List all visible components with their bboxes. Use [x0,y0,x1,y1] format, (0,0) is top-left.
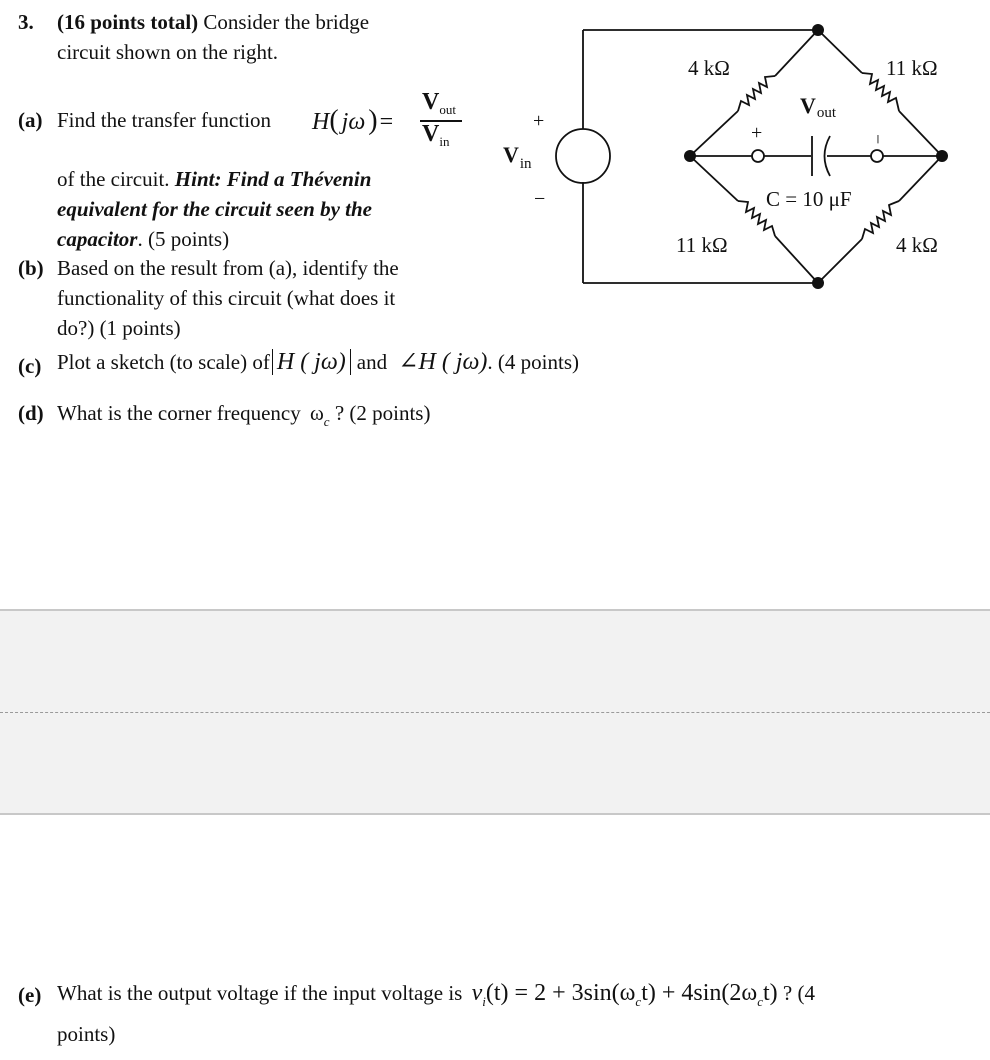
vout-minus-terminal [871,150,883,162]
hint-line3: equivalent for the circuit seen by the [57,197,372,221]
part-e-points2: points) [57,1022,116,1046]
transfer-function-lhs [312,104,393,138]
magnitude-expr: H ( jω) [272,349,351,375]
input-voltage-expr [471,980,778,1009]
num-sub: out [439,102,456,117]
part-b-label: (b) [18,256,44,280]
den-sub: in [439,134,450,149]
node-left [684,150,696,162]
resistor-bottom-right-icon [862,201,899,239]
part-d-label: (d) [18,401,44,425]
jw-arg: jω [341,109,366,135]
expr-part2: t) + 4sin(2ω [641,980,758,1006]
expr-c1-sub: c [635,994,642,1009]
hint-line4: capacitor [57,227,138,251]
equals-sign: = [379,109,394,135]
capacitor-label: C = 10 μF [766,187,852,211]
part-c-line [57,348,579,377]
r-top-left-label: 4 kΩ [688,56,730,80]
angle-expr: ∠H ( jω) [398,349,488,375]
num-v: V [422,89,440,115]
part-d-line [57,401,431,429]
part-a-text: Find the transfer function [57,108,272,132]
part-b-line2: functionality of this circuit (what does it [57,286,396,310]
part-a-line4 [57,227,229,252]
vout-plus-sign: + [751,122,763,144]
node-right [936,150,948,162]
hint-line2: Hint: Find a Thévenin [174,167,372,191]
expr-part3: t) [762,980,778,1006]
part-a-line2 [57,167,371,192]
of-the-circuit: of the circuit. [57,167,170,191]
omega-sub: c [323,414,330,429]
part-d-text: What is the corner frequency [57,401,301,425]
vin-label [503,142,532,172]
part-a-points: . (5 points) [137,227,230,251]
part-a-label: (a) [18,108,43,132]
vout-sub: out [816,105,837,121]
part-b-line1: Based on the result from (a), identify the [57,256,399,280]
den-v: V [422,121,440,147]
node-bottom [812,277,824,289]
frac-den [422,120,449,149]
r-top-right-label: 11 kΩ [886,56,938,80]
vout-minus-sign: − [868,134,888,145]
close-paren: ) [368,105,378,136]
part-c-text: Plot a sketch (to scale) of [57,350,270,374]
vout-v: V [800,93,816,118]
intro-line2: circuit shown on the right. [57,40,279,64]
expr-part1: (t) = 2 + 3sin(ω [485,980,636,1006]
vin-plus-sign: + [533,110,545,132]
voltage-source-icon [556,129,610,183]
points-total: (16 points total) [57,10,199,34]
question-intro [57,10,369,35]
frac-num [422,88,456,117]
omega-c [309,401,330,429]
part-d-points: ? (2 points) [334,401,431,425]
vout-plus-terminal [752,150,764,162]
part-e-points1: ? (4 [782,981,815,1005]
expr-c2-sub: c [757,994,763,1009]
vin-minus-sign: − [534,188,546,210]
page-break-dashed-line [0,712,990,713]
vin-v: V [503,142,519,167]
expr-i-sub: i [482,994,486,1009]
part-b-line3: do?) (1 points) [57,316,181,340]
r-bottom-left-label: 11 kΩ [676,233,728,257]
part-e-line [57,979,815,1008]
part-e-text: What is the output voltage if the input voltage is [57,981,463,1005]
transfer-fraction [420,88,464,158]
bridge-circuit-diagram [490,18,970,298]
omega-symbol: ω [309,401,324,425]
and-word: and [356,350,388,374]
part-c-label: (c) [18,354,42,378]
intro-line1: Consider the bridge [203,10,370,34]
question-number: 3. [18,10,34,34]
vout-label [800,93,837,121]
vin-sub: in [519,156,532,172]
r-bottom-right-label: 4 kΩ [896,233,938,257]
H-symbol: H [312,109,330,135]
open-paren: ( [329,105,339,136]
expr-v: v [471,980,483,1006]
resistor-top-left-icon [738,76,775,111]
part-e-label: (e) [18,983,42,1007]
answer-bottom-rule [0,813,990,815]
node-top [812,24,824,36]
part-c-points: . (4 points) [487,350,579,374]
arm-bottom-left-wire [690,156,818,283]
